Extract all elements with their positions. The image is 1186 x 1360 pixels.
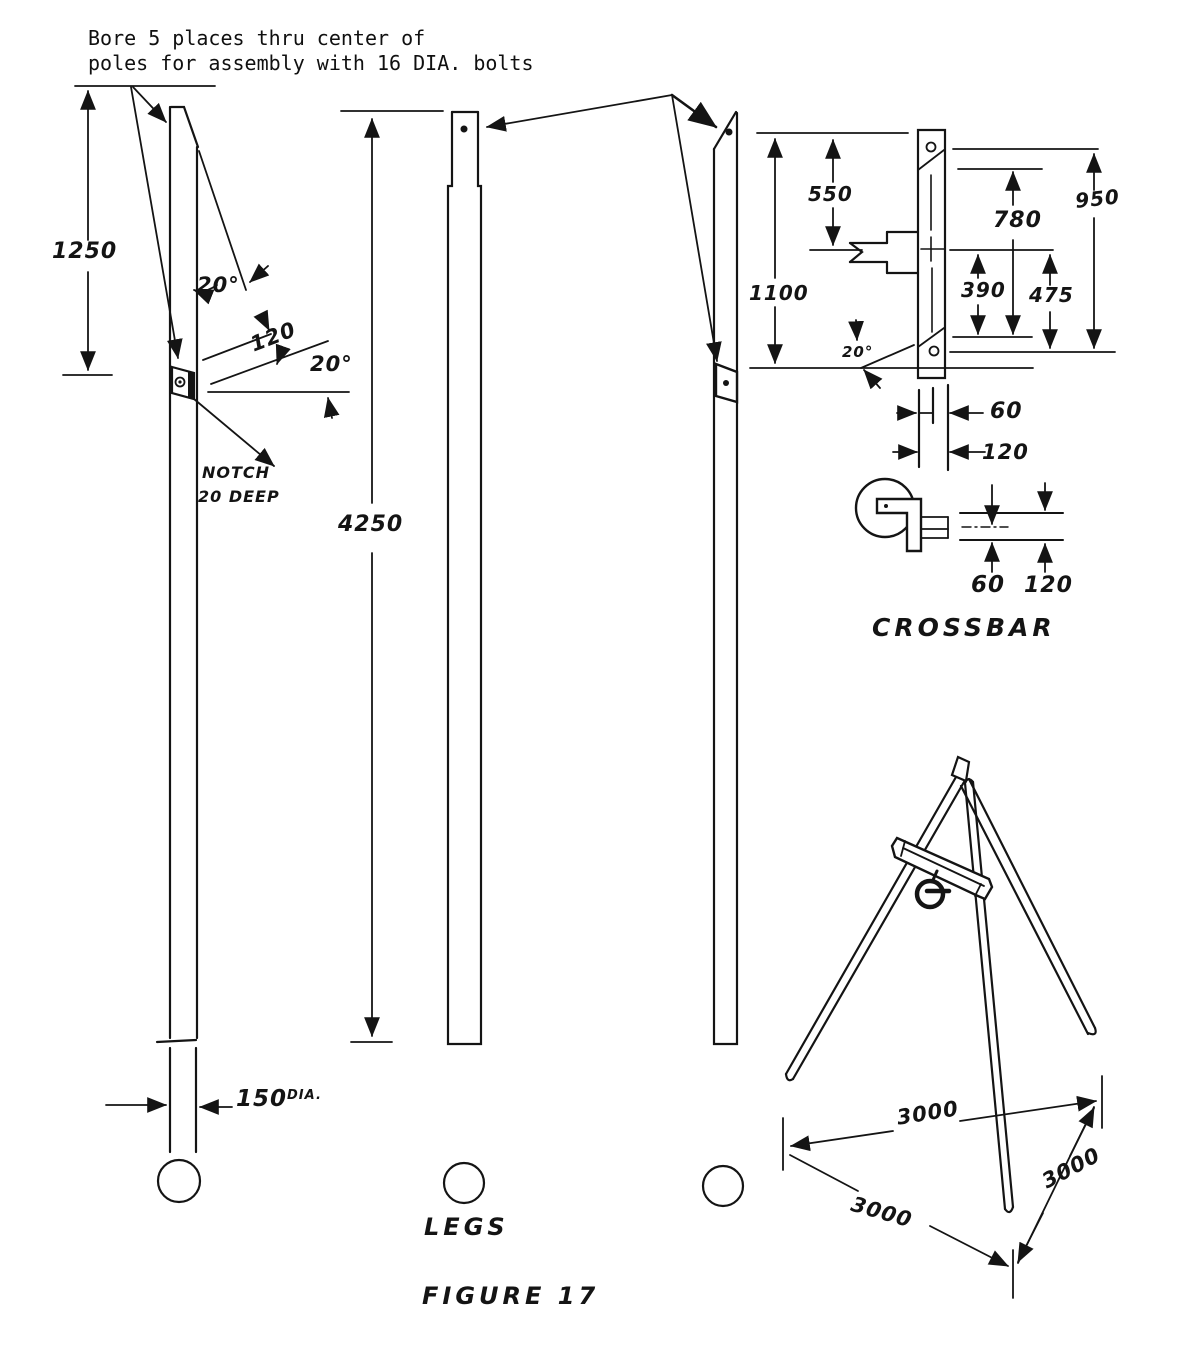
dim-crossbar-780: 780 — [993, 208, 1042, 233]
dim-crossbar-side-60: 60 — [971, 572, 1006, 598]
leg-diameter-value: 150 — [236, 1086, 288, 1112]
dim-notch-width: 120 — [247, 317, 300, 357]
figure-caption: FIGURE 17 — [422, 1282, 600, 1310]
tripod-view — [786, 757, 1096, 1212]
dim-pole-total-height: 4250 — [338, 512, 404, 537]
note-leader-lines — [75, 86, 717, 361]
pole-right — [703, 112, 743, 1206]
notch-callout-line1: NOTCH — [202, 463, 271, 482]
dim-tripod-span-top: 3000 — [895, 1096, 961, 1130]
dim-tripod-span-right: 3000 — [1038, 1142, 1105, 1194]
pole-dimensions — [63, 91, 443, 1107]
dim-crossbar-end-angle: 20° — [842, 343, 874, 361]
pole-middle — [444, 112, 484, 1203]
dim-crossbar-120: 120 — [982, 440, 1029, 464]
dim-pole-top-height: 1250 — [52, 239, 118, 264]
pole-left — [157, 107, 246, 1202]
dim-crossbar-950: 950 — [1074, 184, 1122, 213]
leg-diameter-unit: DIA. — [287, 1088, 322, 1103]
dim-crossbar-390: 390 — [961, 278, 1006, 302]
crossbar-caption: CROSSBAR — [872, 613, 1056, 642]
dim-leg-diameter — [236, 1086, 322, 1112]
notch-callout-line2: 20 DEEP — [198, 487, 280, 506]
bore-note-line1: Bore 5 places thru center of — [88, 26, 426, 50]
dim-pole-top-angle: 20° — [197, 273, 240, 297]
dim-crossbar-475: 475 — [1029, 283, 1074, 307]
dim-crossbar-60: 60 — [990, 399, 1023, 424]
dim-crossbar-550: 550 — [808, 182, 853, 206]
legs-caption: LEGS — [424, 1213, 509, 1241]
dim-notch-angle: 20° — [310, 352, 353, 376]
dim-tripod-span-left: 3000 — [848, 1192, 916, 1233]
hook-side-view — [856, 479, 1063, 572]
dim-crossbar-1100: 1100 — [749, 281, 809, 305]
crossbar-detail — [850, 130, 945, 378]
bore-note-line2: poles for assembly with 16 DIA. bolts — [88, 51, 534, 75]
dim-crossbar-side-120: 120 — [1024, 573, 1073, 598]
